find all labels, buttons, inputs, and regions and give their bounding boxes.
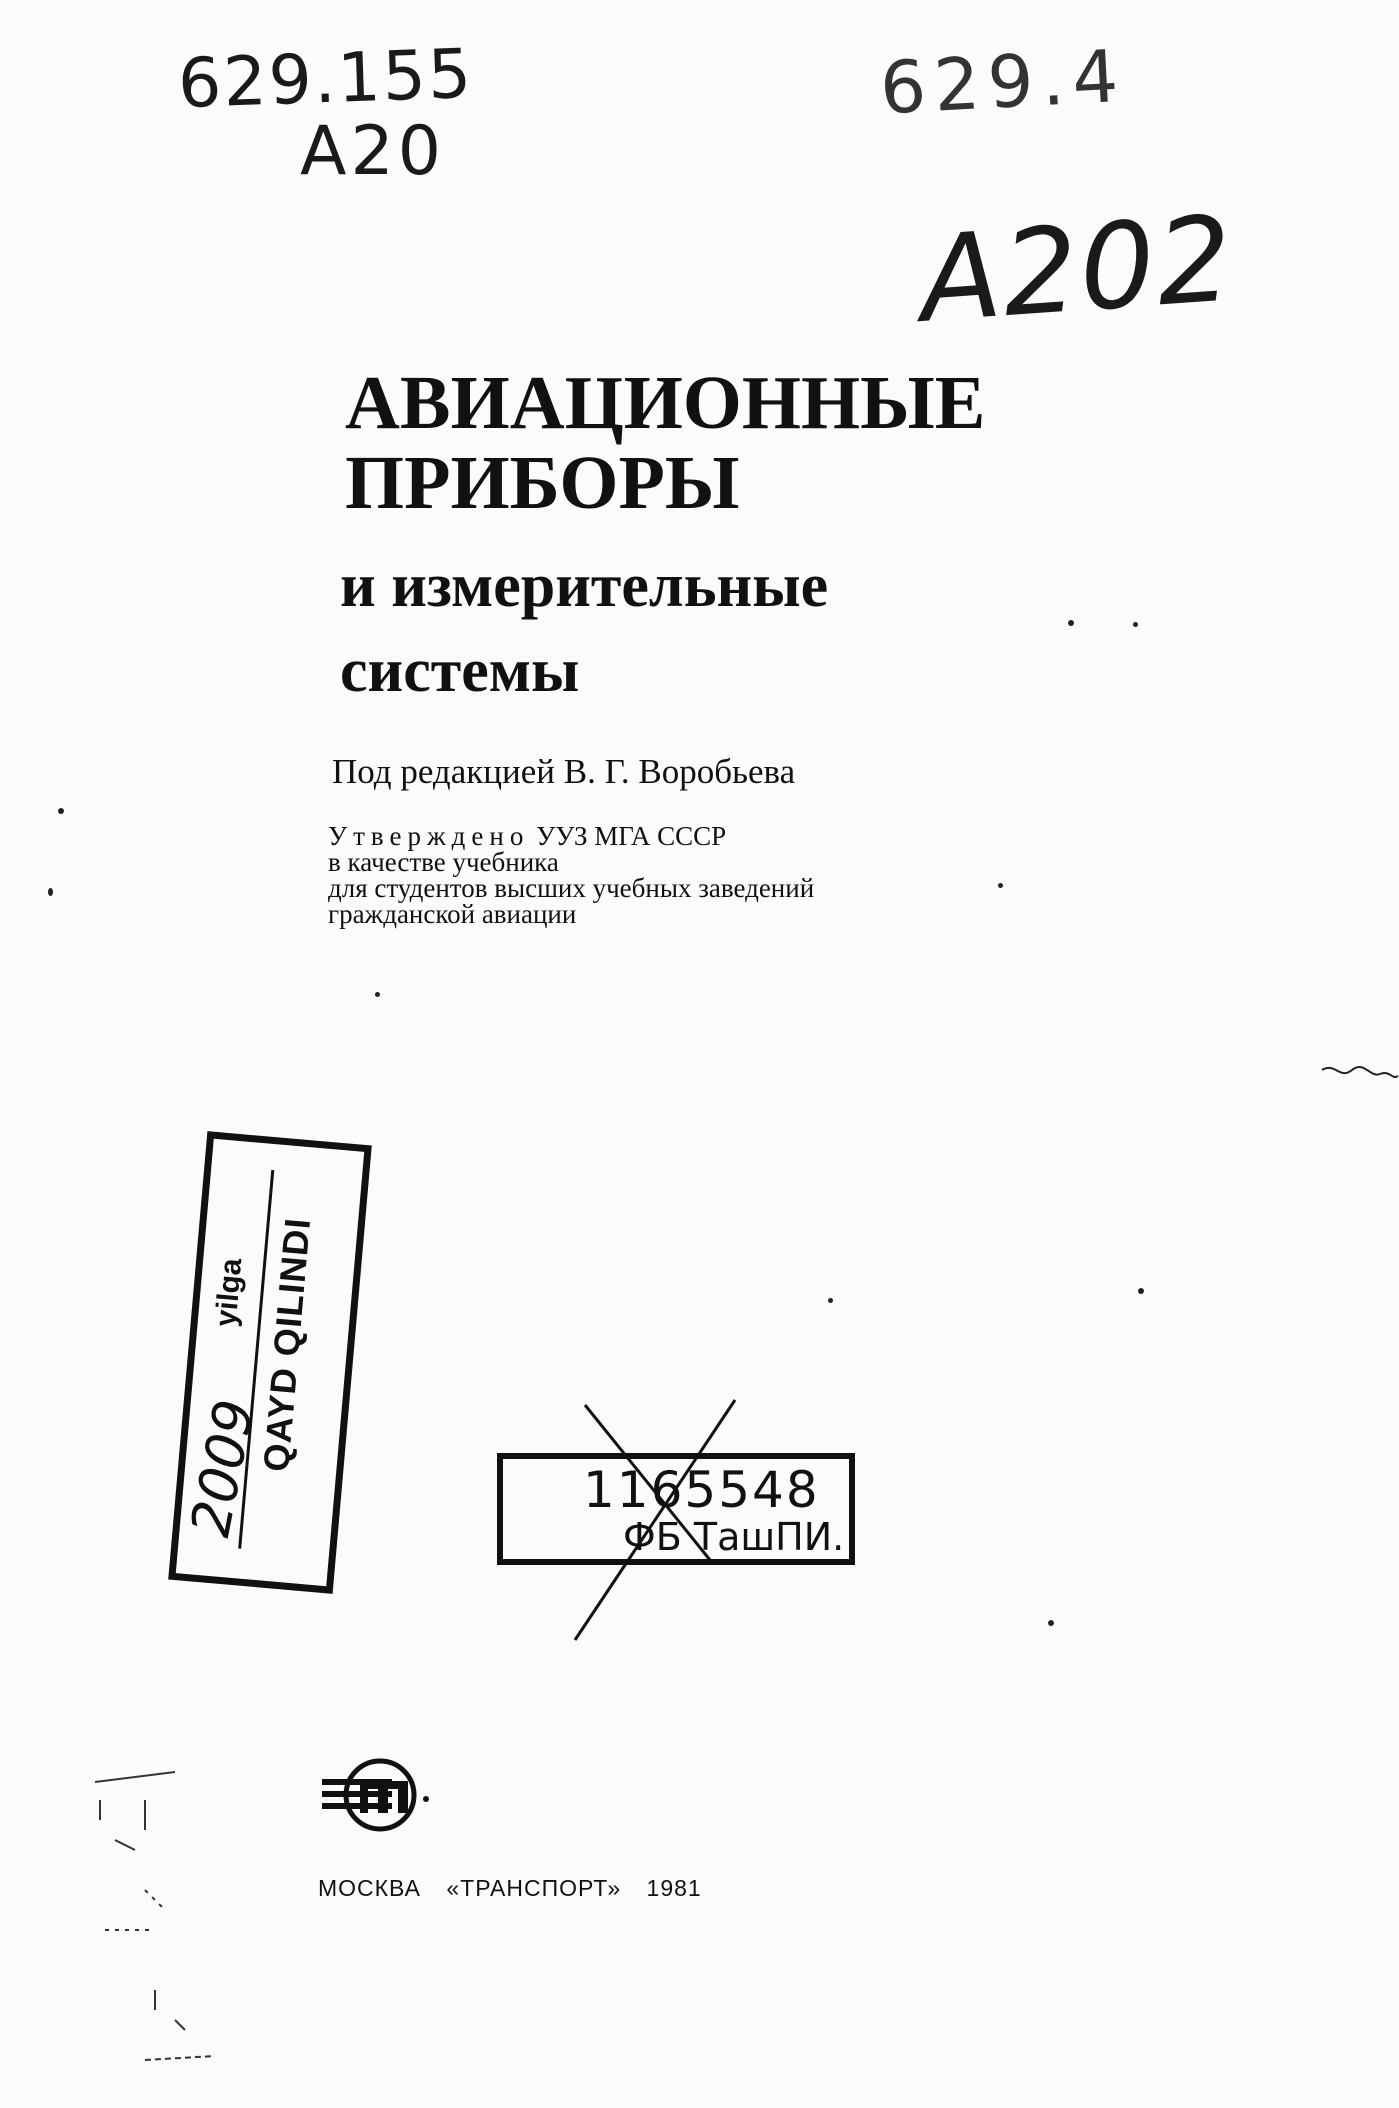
approval-authority: УУЗ МГА СССР: [529, 821, 727, 851]
shelf-mark-top-right-1: 629.4: [877, 33, 1129, 131]
imprint-publisher: «ТРАНСПОРТ»: [446, 1875, 622, 1901]
publisher-logo-icon: [322, 1755, 432, 1835]
approval-line-3: для студентов высших учебных заведений: [328, 873, 815, 903]
scan-speck: [1068, 620, 1074, 626]
registration-stamp: [168, 1131, 372, 1594]
registration-stamp-suffix: yilga: [209, 1256, 249, 1328]
inventory-stamp-number: 1165548: [583, 1461, 820, 1519]
approval-line-1: [328, 823, 814, 849]
approval-block: [328, 823, 814, 927]
registration-stamp-year: 2009: [178, 1394, 267, 1542]
scan-scribble: [1320, 1060, 1399, 1090]
scan-speck: [48, 888, 53, 896]
shelf-mark-top-left-1: 629.155: [176, 34, 475, 125]
scan-speck: [998, 883, 1003, 888]
approval-approved-word: Утверждено: [328, 821, 530, 851]
imprint-footer: [318, 1875, 720, 1902]
imprint-city: МОСКВА: [318, 1875, 421, 1901]
cross-out-mark: [560, 1390, 760, 1650]
shelf-mark-top-left-2: A20: [300, 112, 446, 191]
editor-line: Под редакцией В. Г. Воробьева: [332, 752, 796, 791]
registration-stamp-label: QAYD QILINDI: [255, 1215, 319, 1474]
scan-speck: [828, 1298, 833, 1303]
inventory-stamp-org: ФБ ТашПИ.: [623, 1515, 845, 1559]
approval-line-2: в качестве учебника: [328, 847, 559, 877]
title-line-2: ПРИБОРЫ: [345, 441, 740, 525]
title-line-1: АВИАЦИОННЫЕ: [345, 361, 986, 445]
shelf-mark-top-right-2: A202: [915, 189, 1239, 349]
approval-line-4: гражданской авиации: [328, 899, 577, 929]
scan-margin-marks: [85, 1770, 225, 2080]
scan-speck: [58, 808, 64, 814]
scan-speck: [1138, 1288, 1144, 1294]
title-line-4: системы: [340, 637, 580, 705]
scan-speck: [1133, 622, 1138, 627]
scan-speck: [1048, 1620, 1054, 1626]
scan-speck: [375, 992, 380, 997]
title-line-3: и измерительные: [340, 552, 829, 620]
imprint-year: 1981: [646, 1875, 702, 1901]
